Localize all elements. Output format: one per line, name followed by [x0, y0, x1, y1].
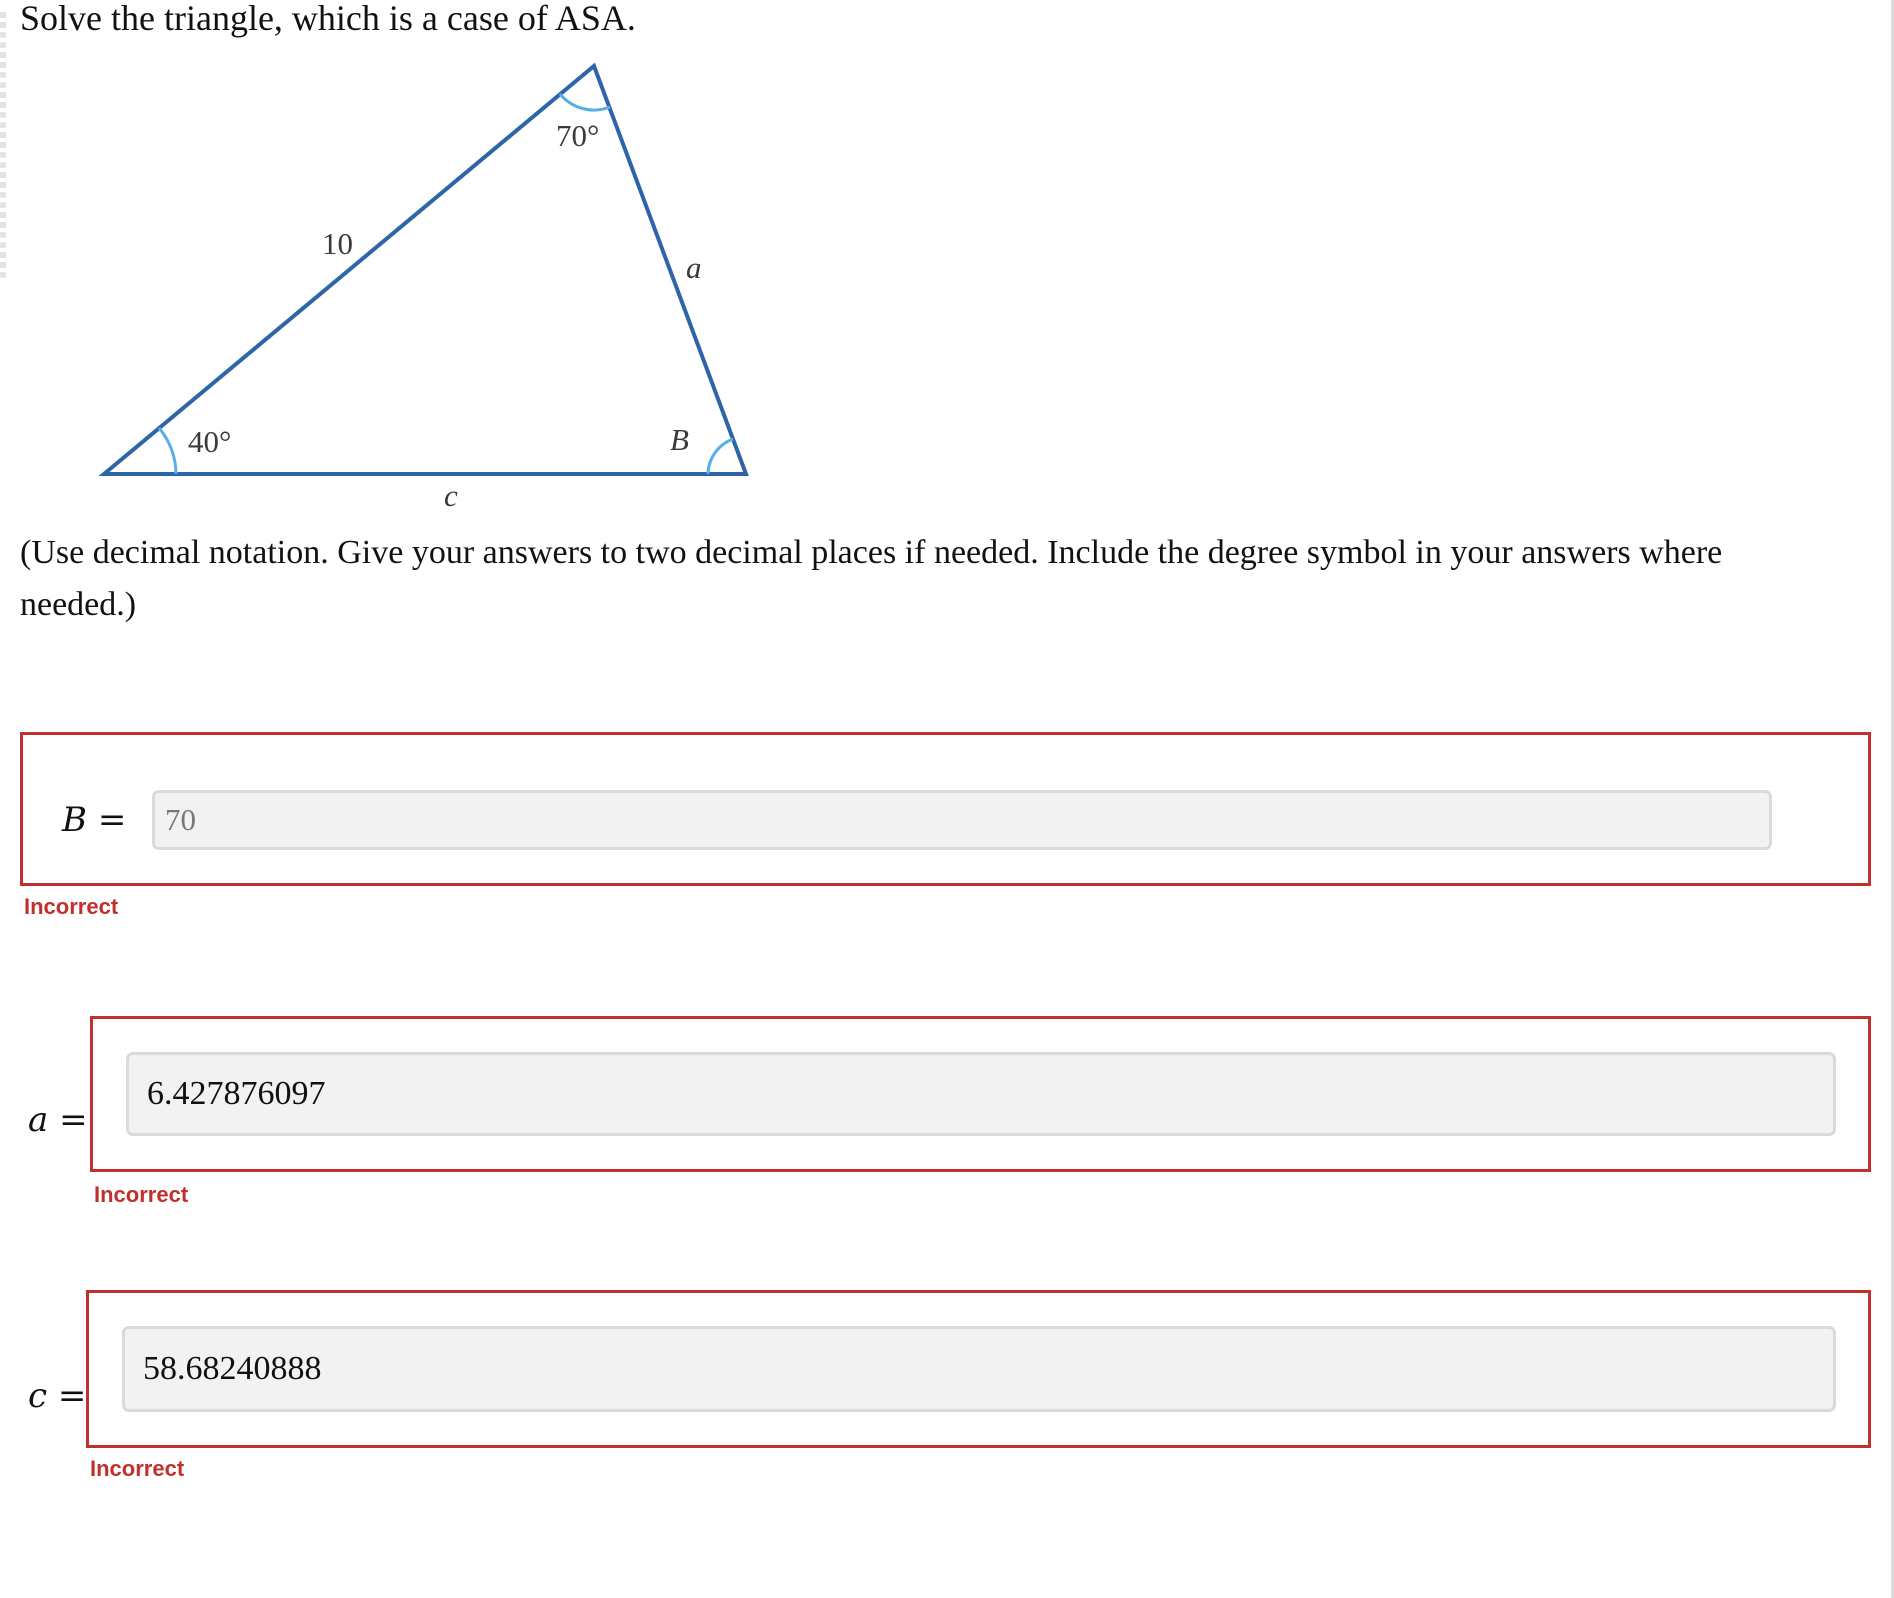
angle-arc-top: [560, 94, 610, 110]
var-c: c: [28, 1376, 48, 1416]
angle-arc-right: [708, 439, 733, 474]
equals-c: =: [57, 1376, 87, 1416]
feedback-c: Incorrect: [90, 1456, 185, 1481]
side-label-left: 10: [322, 226, 353, 261]
side-label-right: a: [686, 250, 702, 285]
label-c: [28, 1376, 86, 1416]
equals-b: =: [97, 800, 127, 840]
triangle-outline: [104, 66, 746, 474]
angle-arc-left: [159, 428, 176, 474]
triangle-figure: [0, 0, 1894, 540]
side-label-bottom: c: [444, 478, 458, 513]
feedback-a: Incorrect: [94, 1182, 189, 1207]
answer-input-b[interactable]: 70: [152, 790, 1772, 850]
instructions: (Use decimal notation. Give your answers to two decimal places if needed. Include the degree symbol in your answers where needed.): [20, 534, 1723, 623]
label-b: [62, 800, 126, 840]
feedback-b: Incorrect: [24, 894, 119, 919]
angle-label-left: 40°: [188, 424, 232, 459]
equals-a: =: [59, 1100, 88, 1140]
var-b: B: [62, 800, 87, 840]
angle-label-right: B: [670, 422, 689, 457]
question-title: Solve the triangle, which is a case of ASA.: [20, 0, 636, 38]
angle-label-top: 70°: [556, 118, 600, 153]
label-a: [28, 1100, 88, 1140]
answer-input-a[interactable]: 6.427876097: [126, 1052, 1836, 1136]
answer-input-c[interactable]: 58.68240888: [122, 1326, 1836, 1412]
var-a: a: [28, 1100, 49, 1140]
